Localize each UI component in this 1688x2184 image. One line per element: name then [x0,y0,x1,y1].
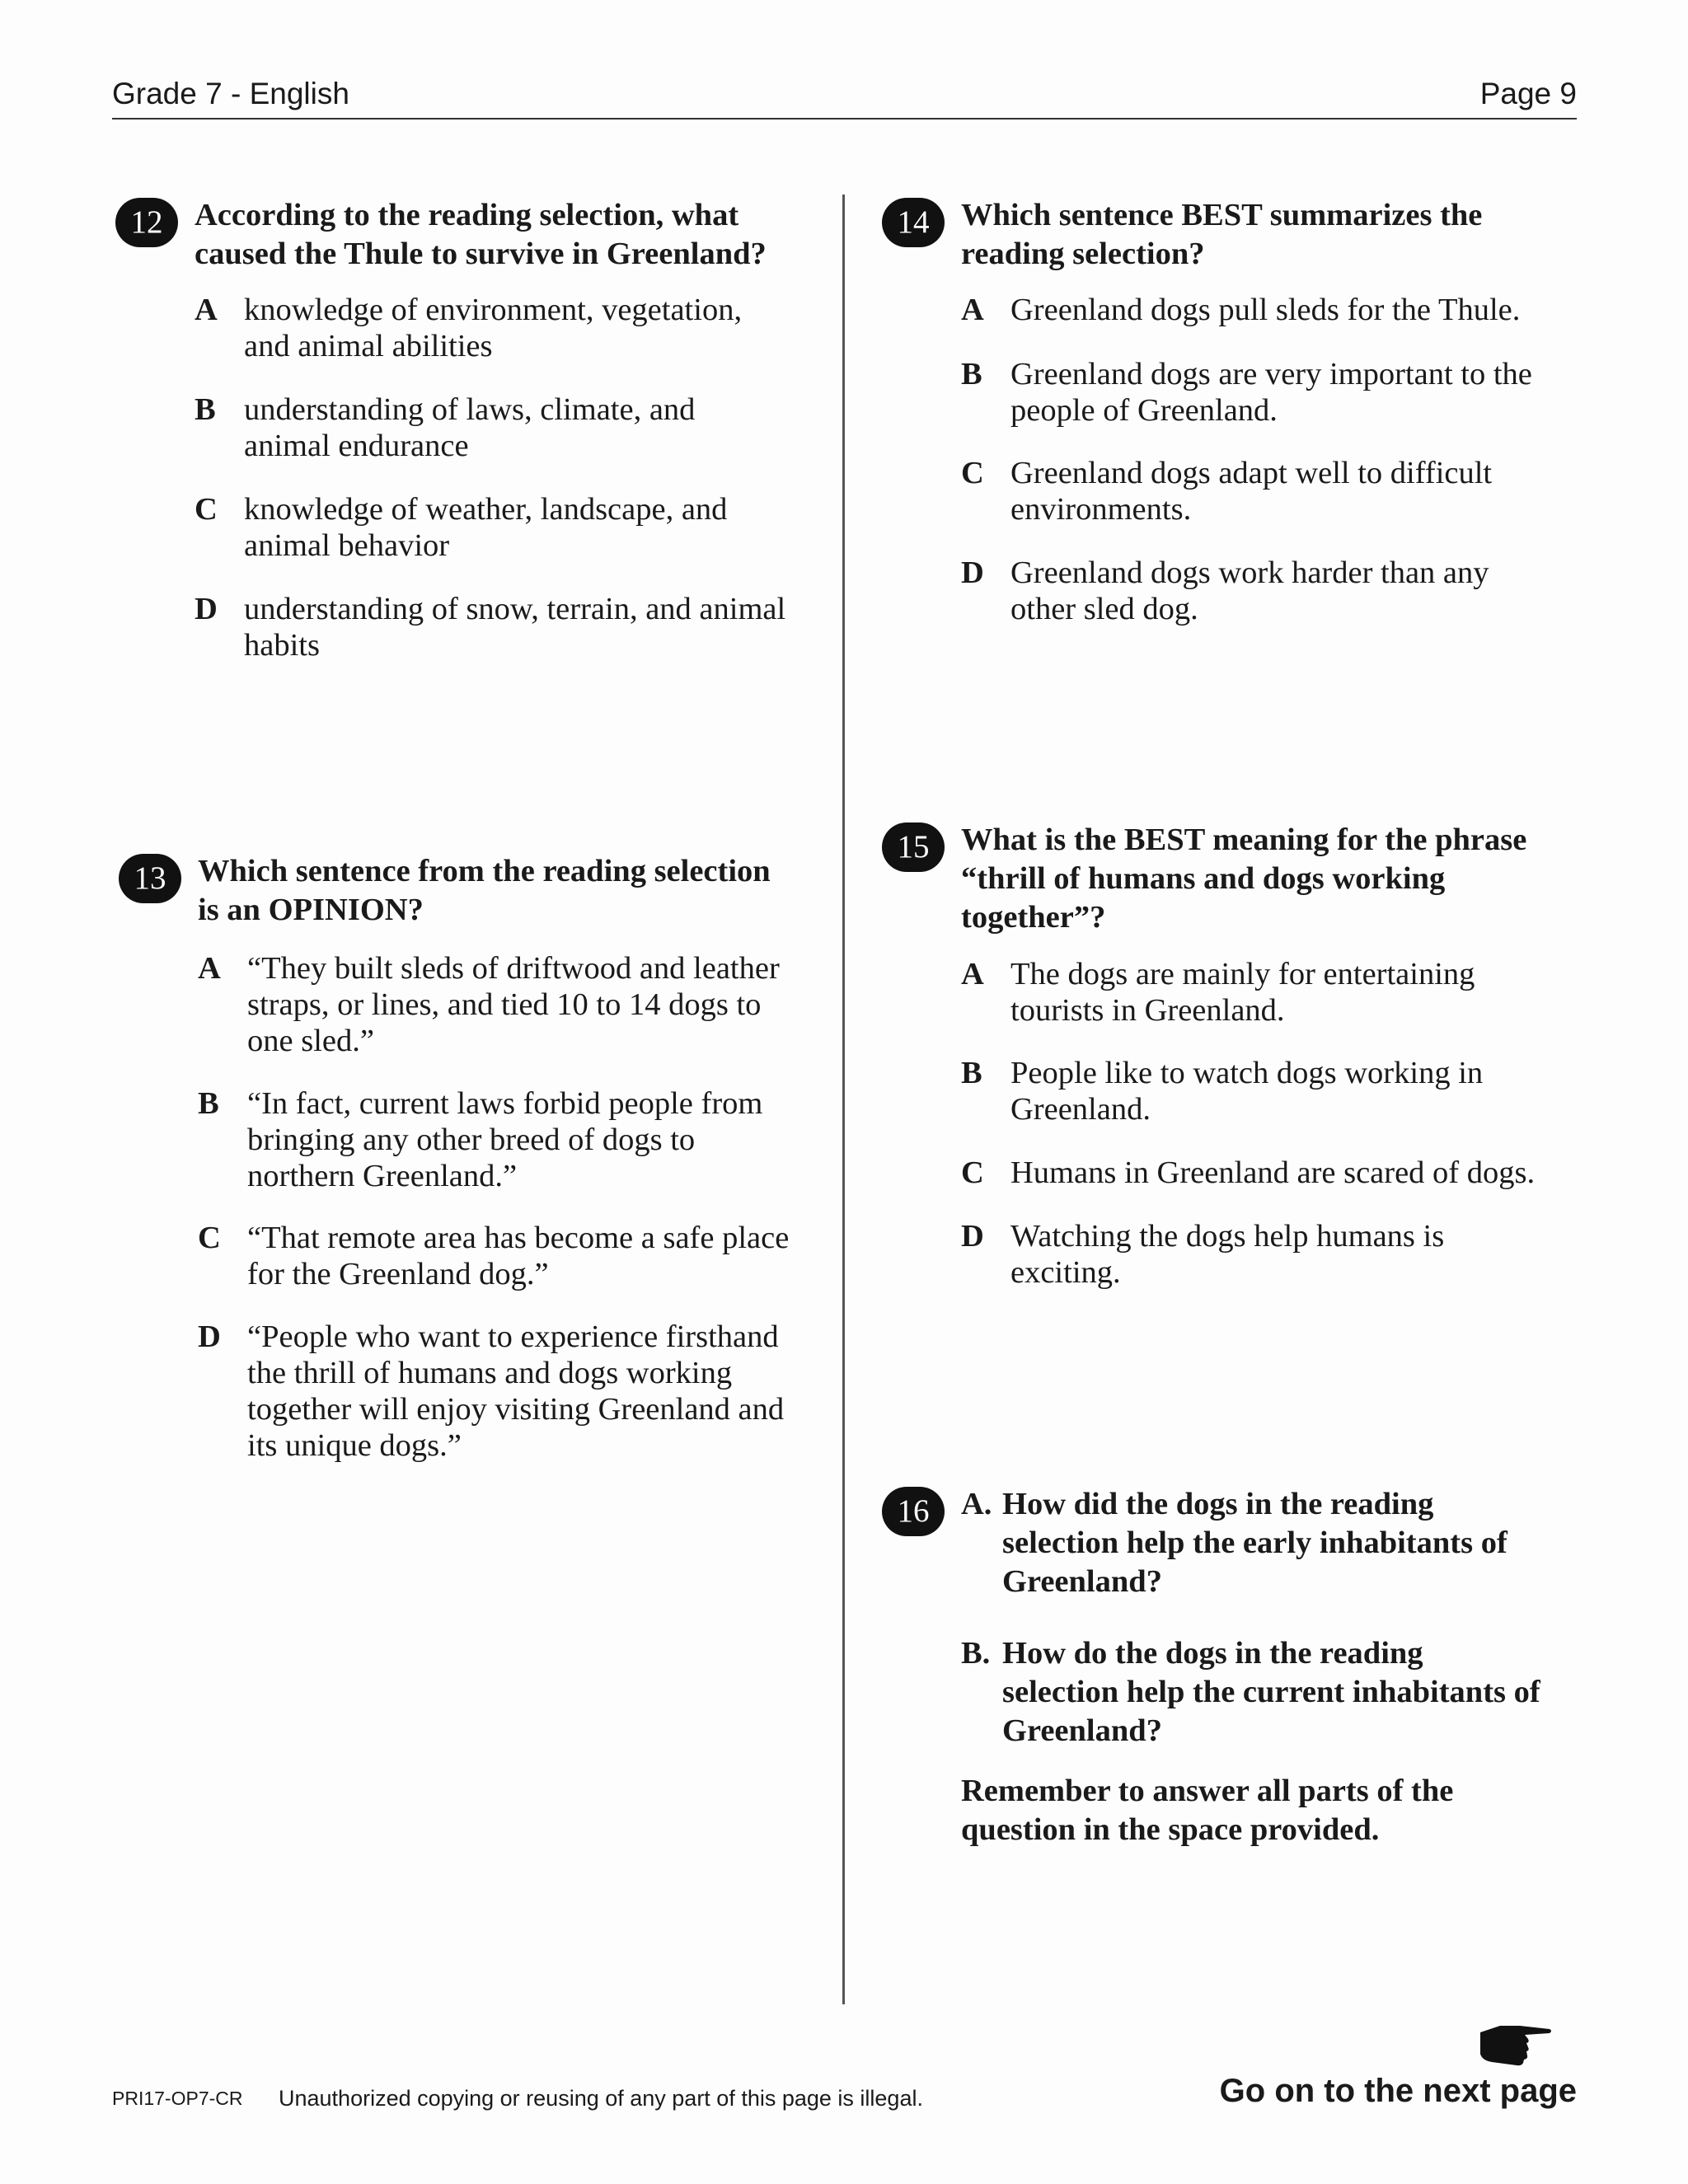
question-16 [882,1485,1591,1864]
option-text: Greenland dogs pull sleds for the Thule. [1010,293,1521,327]
option-letter: C [198,1221,221,1255]
option-text: understanding of snow, terrain, and animal habits [244,592,786,663]
part-label: A. [961,1487,992,1521]
option-letter: D [961,1219,984,1254]
question-number-badge: 14 [882,198,945,247]
option-letter: C [961,1155,984,1190]
option-letter: A [961,957,984,991]
option-text: knowledge of weather, landscape, and animal behavior [244,492,728,563]
option-letter: B [198,1086,219,1121]
footer-copyright-notice: Unauthorized copying or reusing of any part of this page is illegal. [279,2086,923,2111]
footer-form-code: PRI17-OP7-CR [112,2088,243,2109]
option-letter: C [961,456,984,490]
option-letter: D [195,592,218,626]
option-text: “They built sleds of driftwood and leather straps, or lines, and tied 10 to 14 dogs to one sled.” [247,951,780,1058]
option-text: The dogs are mainly for entertaining tourists in Greenland. [1010,957,1475,1028]
option-letter: A [961,293,984,327]
part-text: How do the dogs in the reading selection help the current inhabitants of Greenland? [1002,1636,1540,1748]
option-text: “In fact, current laws forbid people from bringing any other breed of dogs to northern Greenland.” [247,1086,763,1193]
option-text: “That remote area has become a safe place for the Greenland dog.” [247,1221,790,1291]
option-text: Greenland dogs adapt well to difficult environments. [1010,456,1493,527]
question-number-badge: 15 [882,823,945,872]
question-number-badge: 12 [115,198,178,247]
option-text: Greenland dogs are very important to the people of Greenland. [1010,357,1532,428]
option-text: Humans in Greenland are scared of dogs. [1010,1155,1536,1190]
option-letter: D [198,1319,221,1354]
header-page-number: Page 9 [1479,77,1577,110]
part-label: B. [961,1636,991,1671]
option-letter: B [961,357,982,391]
option-letter: D [961,555,984,590]
pointing-hand-icon [1477,2021,1553,2067]
column-divider [842,194,845,2004]
option-text: Watching the dogs help humans is exciting. [1010,1219,1445,1290]
option-letter: A [195,293,218,327]
question-number-badge: 16 [882,1487,945,1536]
answer-reminder: Remember to answer all parts of the question in the space provided. [961,1774,1454,1847]
option-letter: B [195,392,216,427]
go-to-next-page-label: Go on to the next page [1219,2073,1577,2109]
question-number-badge: 13 [119,854,181,903]
option-text: “People who want to experience firsthand the thrill of humans and dogs working together will enjoy visiting Greenland and its unique dogs.” [247,1319,785,1463]
option-letter: C [195,492,218,527]
question-stem: According to the reading selection, what caused the Thule to survive in Greenland? [195,198,767,271]
option-text: knowledge of environment, vegetation, and animal abilities [244,293,743,363]
question-13 [119,852,828,1479]
option-letter: B [961,1056,982,1090]
question-stem: What is the BEST meaning for the phrase “thrill of humans and dogs working together”? [961,823,1527,935]
option-letter: A [198,951,221,986]
option-text: Greenland dogs work harder than any other sled dog. [1010,555,1489,626]
header-rule [112,118,1577,120]
question-stem: Which sentence BEST summarizes the reading selection? [961,198,1483,271]
header-grade-subject: Grade 7 - English [112,77,349,110]
question-15 [882,821,1591,1315]
option-text: People like to watch dogs working in Greenland. [1010,1056,1484,1127]
part-text: How did the dogs in the reading selection help the early inhabitants of Greenland? [1002,1487,1507,1599]
option-text: understanding of laws, climate, and animal endurance [244,392,696,463]
question-12 [115,196,824,674]
question-14 [882,196,1591,641]
question-stem: Which sentence from the reading selection is an OPINION? [198,854,771,927]
